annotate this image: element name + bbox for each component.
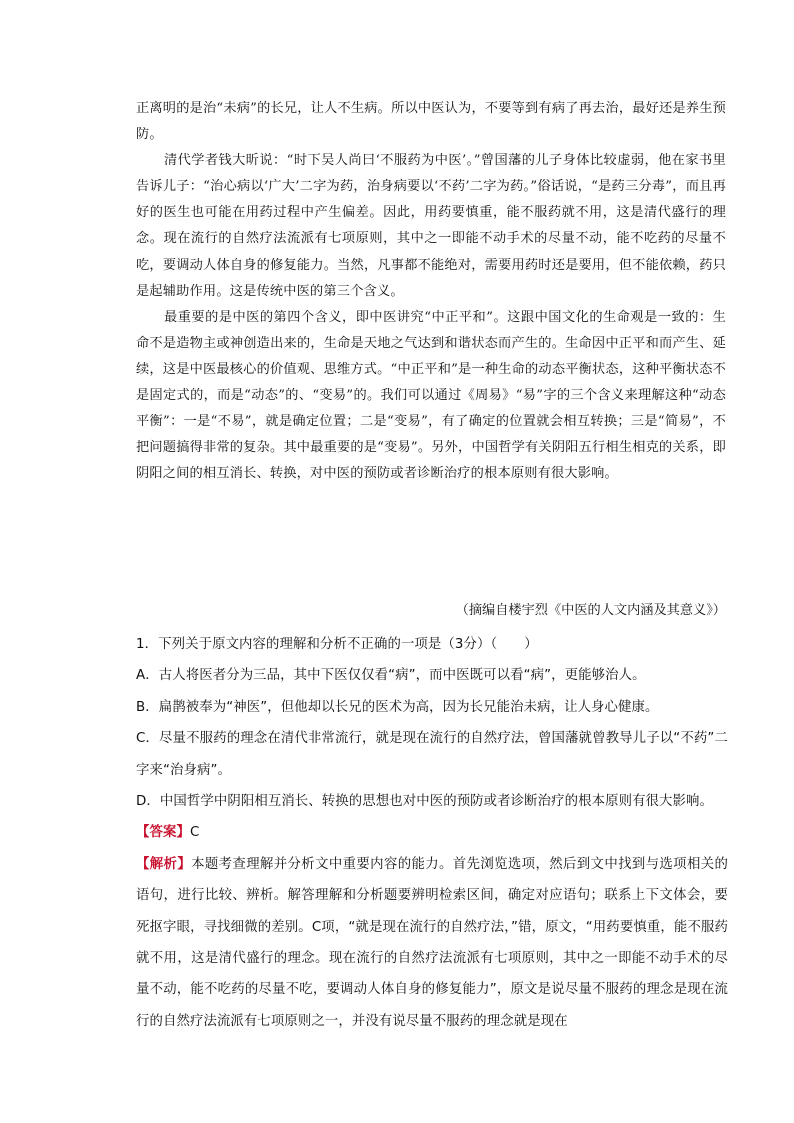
analysis-text: 本题考查理解并分析文中重要内容的能力。首先浏览选项，然后到文中找到与选项相关的语句，进行比较、辨析。解答理解和分析题要辨明检索区间，确定对应语句；联系上下文体会，要死抠字眼，寻找细微的差别。C项，“就是现在流行的自然疗法，”错，原文，“用药要慎重，能不服药就不用，这是清代盛行的理念。现在流行的自然疗法流派有七项原则，其中之一即能不动手术的尽量不动，能不吃药的尽量不吃，要调动人体自身的修复能力”，原文是说尽量不服药的理念是现在流行的自然疗法流派有七项原则之一，并没有说尽量不服药的理念就是现在 bbox=[136, 856, 728, 1029]
answer-line bbox=[136, 817, 728, 848]
reading-passage bbox=[136, 96, 726, 487]
option-b: B．扁鹊被奉为“神医”，但他却以长兄的医术为高，因为长兄能治未病，让人身心健康。 bbox=[136, 699, 659, 715]
question-stem: 1．下列关于原文内容的理解和分析不正确的一项是（3分）（ ） bbox=[136, 637, 538, 652]
option-a: A．古人将医者分为三品，其中下医仅仅看“病”，而中医既可以看“病”，更能够治人。 bbox=[136, 668, 646, 684]
passage-paragraph-3: 最重要的是中医的第四个含义，即中医讲究“中正平和”。这跟中国文化的生命观是一致的：生命不是造物主或神创造出来的，生命是天地之气达到和谐状态而产生的。生命因中正平和而产生、延续，这是中医最核心的价值观、思维方式。“中正平和”是一种生命的动态平衡状态，这种平衡状态不是固定式的，而是“动态”的、“变易”的。我们可以通过《周易》“易”字的三个含义来理解这种“动态平衡”：一是“不易”，就是确定位置；二是“变易”，有了确定的位置就会相互转换；三是“简易”，不把问题搞得非常的复杂。其中最重要的是“变易”。另外，中国哲学有关阴阳五行相生相克的关系，即阴阳之间的相互消长、转换，对中医的预防或者诊断治疗的根本原则有很大影响。 bbox=[136, 309, 726, 482]
analysis-label: 【解析】 bbox=[136, 856, 192, 872]
answer-value: C bbox=[189, 825, 200, 841]
analysis-paragraph bbox=[136, 849, 728, 1037]
passage-paragraph-1: 正离明的是治“未病”的长兄，让人不生病。所以中医认为，不要等到有病了再去治，最好还是养生预防。 bbox=[136, 101, 726, 143]
answer-label: 【答案】 bbox=[136, 825, 190, 841]
source-citation: （摘编自楼宇烈《中医的人文内涵及其意义》） bbox=[455, 603, 726, 618]
option-c: C．尽量不服药的理念在清代非常流行，就是现在流行的自然疗法，曾国藩就曾教导儿子以“不药”二字来“治身病”。 bbox=[136, 731, 728, 778]
question-section bbox=[136, 629, 728, 1037]
option-d: D．中国哲学中阴阳相互消长、转换的思想也对中医的预防或者诊断治疗的根本原则有很大影响。 bbox=[136, 794, 714, 810]
passage-paragraph-2: 清代学者钱大昕说：“时下吴人尚曰‘不服药为中医’。”曾国藩的儿子身体比较虚弱，他在家书里告诉儿子：“治心病以‘广大’二字为药，治身病要以‘不药’二字为药。”俗话说，“是药三分毒”，而且再好的医生也可能在用药过程中产生偏差。因此，用药要慎重，能不服药就不用，这是清代盛行的理念。现在流行的自然疗法流派有七项原则，其中之一即能不动手术的尽量不动，能不吃药的尽量不吃，要调动人体自身的修复能力。当然，凡事都不能绝对，需要用药时还是要用，但不能依赖，药只是起辅助作用。这是传统中医的第三个含义。 bbox=[136, 153, 726, 299]
